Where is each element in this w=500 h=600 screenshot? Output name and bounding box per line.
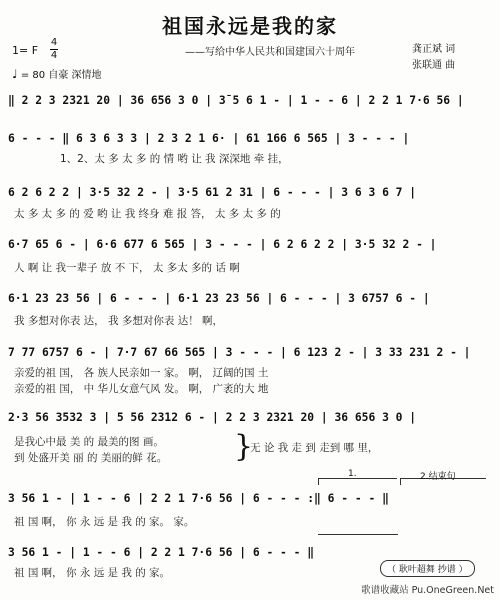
lyric-line-8: 祖 国 啊， 你 永 远 是 我 的 家。 家。	[14, 516, 195, 528]
notation-line-3: 6 2 6 2 2 | 3·5 32 2 - | 3·5 61 2 31 | 6 - - - | 3 6 3 6 7 |	[8, 186, 417, 199]
notation-line-2: 6 - - - ‖ 6 3 6 3 3 | 2 3 2 1 6· | 61 166 6 565 | 3 - - - |	[8, 132, 410, 145]
volta-label-1: 1.	[348, 469, 357, 479]
song-title: 祖国永远是我的家	[162, 14, 338, 38]
lyric-line-5: 我 多想对你表 达， 我 多想对你表 达！ 啊，	[14, 315, 224, 327]
lyric-line-7a: 是我心中最 美 的 最美的图 画。	[14, 436, 164, 448]
notation-line-4: 6·7 65 6 - | 6·6 677 6 565 | 3 - - - | 6 2 6 2 2 | 3·5 32 2 - |	[8, 238, 437, 251]
lyric-line-7-shared: 无 论 我 走 到 走到 哪 里，	[250, 442, 379, 454]
lyric-line-4: 人 啊 让 我一辈子 放 不 下， 太 多太 多的 话 啊	[14, 262, 240, 274]
lyric-line-7b: 到 处盛开美 丽 的 美丽的鲜 花。	[14, 452, 168, 464]
composer-credit: 张联通 曲	[412, 60, 456, 71]
transcriber-stamp: （ 耿叶超舞 抄谱 ）	[380, 560, 475, 577]
lyricist-credit: 龚正斌 词	[412, 44, 456, 55]
song-subtitle: ——写给中华人民共和国建国六十周年	[185, 47, 355, 58]
notation-line-8: 3 56 1 - | 1 - - 6 | 2 2 1 7·6 56 | 6 - - - :‖ 6 - - - ‖	[8, 492, 389, 505]
notation-line-5: 6·1 23 23 56 | 6 - - - | 6·1 23 23 56 | 6 - - - | 3 6757 6 - |	[8, 292, 430, 305]
quarter-note-icon: ♩	[12, 67, 18, 81]
lyric-line-6b: 亲爱的祖 国， 中 华儿女意气风 发。 啊， 广袤的大 地	[14, 383, 269, 395]
notation-line-6: 7 77 6757 6 - | 7·7 67 66 565 | 3 - - - | 6 123 2 - | 3 33 231 2 - |	[8, 346, 471, 359]
lyric-line-3: 太 多 太 多 的 爱 哟 让 我 终身 难 报 答， 太 多 太 多 的	[14, 208, 281, 220]
notation-line-7: 2·3 56 3532 3 | 5 56 2312 6 - | 2 2 3 2321 20 | 36 656 3 0 |	[8, 411, 417, 424]
time-signature	[50, 38, 58, 61]
lyric-line-2: 1、2、太 多 太 多 的 情 哟 让 我 深深地 牵 挂，	[60, 153, 289, 165]
time-signature-bottom: 4	[50, 50, 58, 61]
notation-line-9: 3 56 1 - | 1 - - 6 | 2 2 1 7·6 56 | 6 - - - ‖	[8, 546, 315, 559]
lyric-line-9: 祖 国 啊， 你 永 远 是 我 的 家。	[14, 567, 171, 579]
tempo-marking	[12, 66, 102, 81]
site-footer: 歌谱收藏站 Pu.OneGreen.Net	[361, 585, 494, 596]
tempo-text: = 80 自豪 深情地	[20, 70, 102, 81]
key-signature: 1= F	[12, 44, 39, 57]
lyric-brace: }	[234, 429, 254, 464]
volta-bracket-1	[318, 478, 397, 485]
notation-line-1: ‖ 2 2 3 2321 20 | 36 656 3 0 | 3̄ 5 6 1 - | 1 - - 6 | 2 2 1 7·6 56 |	[8, 94, 464, 107]
lyric-line-6a: 亲爱的祖 国， 各 族人民亲如一 家。 啊， 辽阔的国 土	[14, 367, 269, 379]
volta-label-2: 2.结束句	[420, 472, 456, 482]
slur-line	[318, 534, 398, 535]
time-signature-top: 4	[50, 37, 58, 48]
